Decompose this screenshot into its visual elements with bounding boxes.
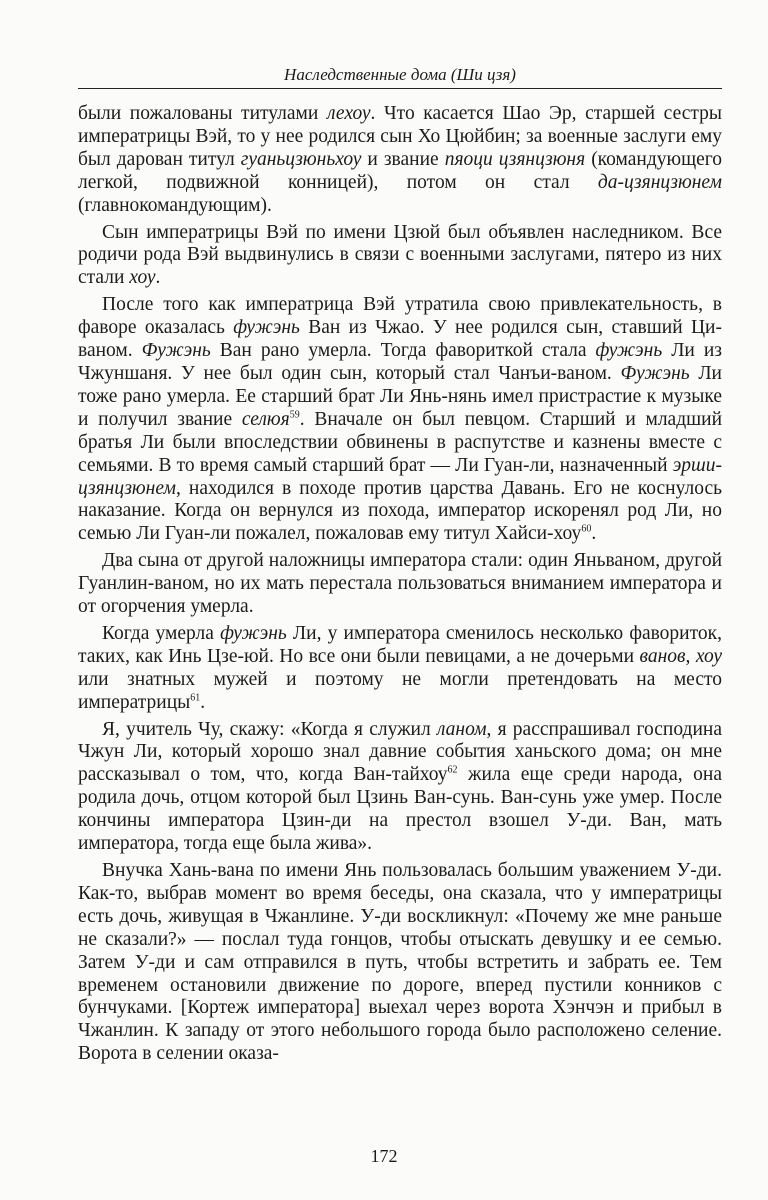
text-run: . [591,523,597,545]
paragraph [78,719,722,856]
text-run: жила еще среди народа, она родила дочь, отцом которой был Цзинь Ван-сунь. Ван-сунь уже умер. После кончины императора Цзин-ди на престол взошел У-ди. Ван, мать императора, тогда еще была жива». [78,764,722,855]
footnote-ref: 61 [190,692,201,704]
text-run: или знатных мужей и поэтому не могли претендовать на место императрицы [78,668,722,713]
italic-term: пяоци цзянцзюня [444,148,586,170]
text-run: . Что касается Шао Эр, старшей сестры императрицы Вэй, то у нее родился сын Хо Цюйбин; за военные заслуги ему был дарован титул [78,103,722,170]
footnote-ref: 60 [581,523,592,535]
page-number: 172 [370,1146,398,1166]
paragraph [78,222,722,291]
italic-term: хоу [129,267,156,289]
text-run: . [200,691,206,713]
text-run: Ван рано умерла. Тогда фавориткой стала [210,340,596,362]
text-run: Два сына от другой наложницы императора стали: один Яньваном, другой Гуанлин-ваном, но их мать перестала пользоваться вниманием императора и от огорчения умерла. [78,550,722,618]
paragraph [78,860,722,1066]
paragraph [78,550,722,619]
text-run: Сын императрицы Вэй по имени Цзюй был объявлен наследником. Все родичи рода Вэй выдвинулись в связи с военными заслугами, пятеро из них стали [78,221,722,289]
paragraph [78,623,722,715]
page [78,62,722,1066]
text-run: . Вначале он был певцом. Старший и младший братья Ли были впоследствии обвинены в распутстве и казнены вместе с семьями. В то время самый старший брат — Ли Гуан-ли, назначенный [78,408,723,476]
italic-term: эрши-цзянцзюнем [78,454,722,499]
italic-term: фужэнь [595,340,663,362]
text-run: Ли тоже рано умерла. Ее старший брат Ли Янь-нянь имел пристрастие к музыке и получил звание [78,362,722,430]
text-run: и звание [361,148,445,170]
body-text [78,103,722,1066]
italic-term: да-цзянцзюнем [597,171,722,193]
italic-term: хоу [695,645,723,667]
text-run: Я, учитель Чу, скажу: «Когда я служил [102,718,437,740]
italic-term: селюя [241,408,290,430]
text-run: . [155,267,161,289]
italic-term: фужэнь [233,317,300,339]
italic-term: ванов [639,645,686,667]
italic-term: гуаньцзюньхоу [240,148,362,170]
text-run: Когда умерла [102,622,221,644]
running-title: Наследственные дома (Ши цзя) [284,65,516,84]
text-run: (главнокомандующим). [78,194,272,216]
text-run: , я расспрашивал господина Чжун Ли, который хорошо знал давние события ханьского дома; он мне рассказывал о том, что, когда Ван-тайхоу [78,718,722,786]
text-run: После того как императрица Вэй утратила свою привлекательность, в фаворе оказалась [78,294,722,339]
header-rule [78,88,722,89]
footnote-ref: 59 [289,409,300,421]
italic-term: фужэнь [220,622,287,644]
text-run: Ли из Чжуншаня. У нее был один сын, который стал Чанъи-ваном. [78,340,722,384]
footnote-ref: 62 [447,764,458,776]
italic-term: Фужэнь [141,340,211,362]
paragraph [78,294,722,546]
italic-term: лехоу [326,103,371,124]
text-run: , [685,645,696,667]
paragraph [78,103,722,218]
text-run: Ван из Чжао. У нее родился сын, ставший Ци-ваном. [78,317,722,362]
text-run: Внучка Хань-вана по имени Янь пользовалась большим уважением У-ди. Как-то, выбрав момент во время беседы, она сказала, что у императрицы есть дочь, живущая в Чжанлине. У-ди воскликнул: «Почему же мне раньше не сказали?» — послал туда гонцов, чтобы отыскать девушку и ее семью. Затем У-ди и сам отправился в путь, чтобы встретить и забрать ее. Тем временем остановили движение по дороге, вперед пустили конников с бунчуками. [Кортеж императора] выехал через ворота Хэнчэн и прибыл в Чжанлин. К западу от этого небольшого города было расположено селение. Ворота в селении оказа- [78,860,722,1065]
text-run: , находился в походе против царства Давань. Его не коснулось наказание. Когда он вернулся из похода, император искоренял род Ли, но семью Ли Гуан-ли пожалел, пожаловав ему титул Хайси-хоу [78,477,722,545]
text-run: Ли, у императора сменилось несколько фавориток, таких, как Инь Цзе-юй. Но все они были певицами, а не дочерьми [78,622,722,667]
text-run: (командующего легкой, подвижной конницей), потом он стал [78,148,723,193]
italic-term: Фужэнь [620,362,690,384]
italic-term: ланом [436,718,487,740]
text-run: были пожалованы титулами [78,103,327,124]
